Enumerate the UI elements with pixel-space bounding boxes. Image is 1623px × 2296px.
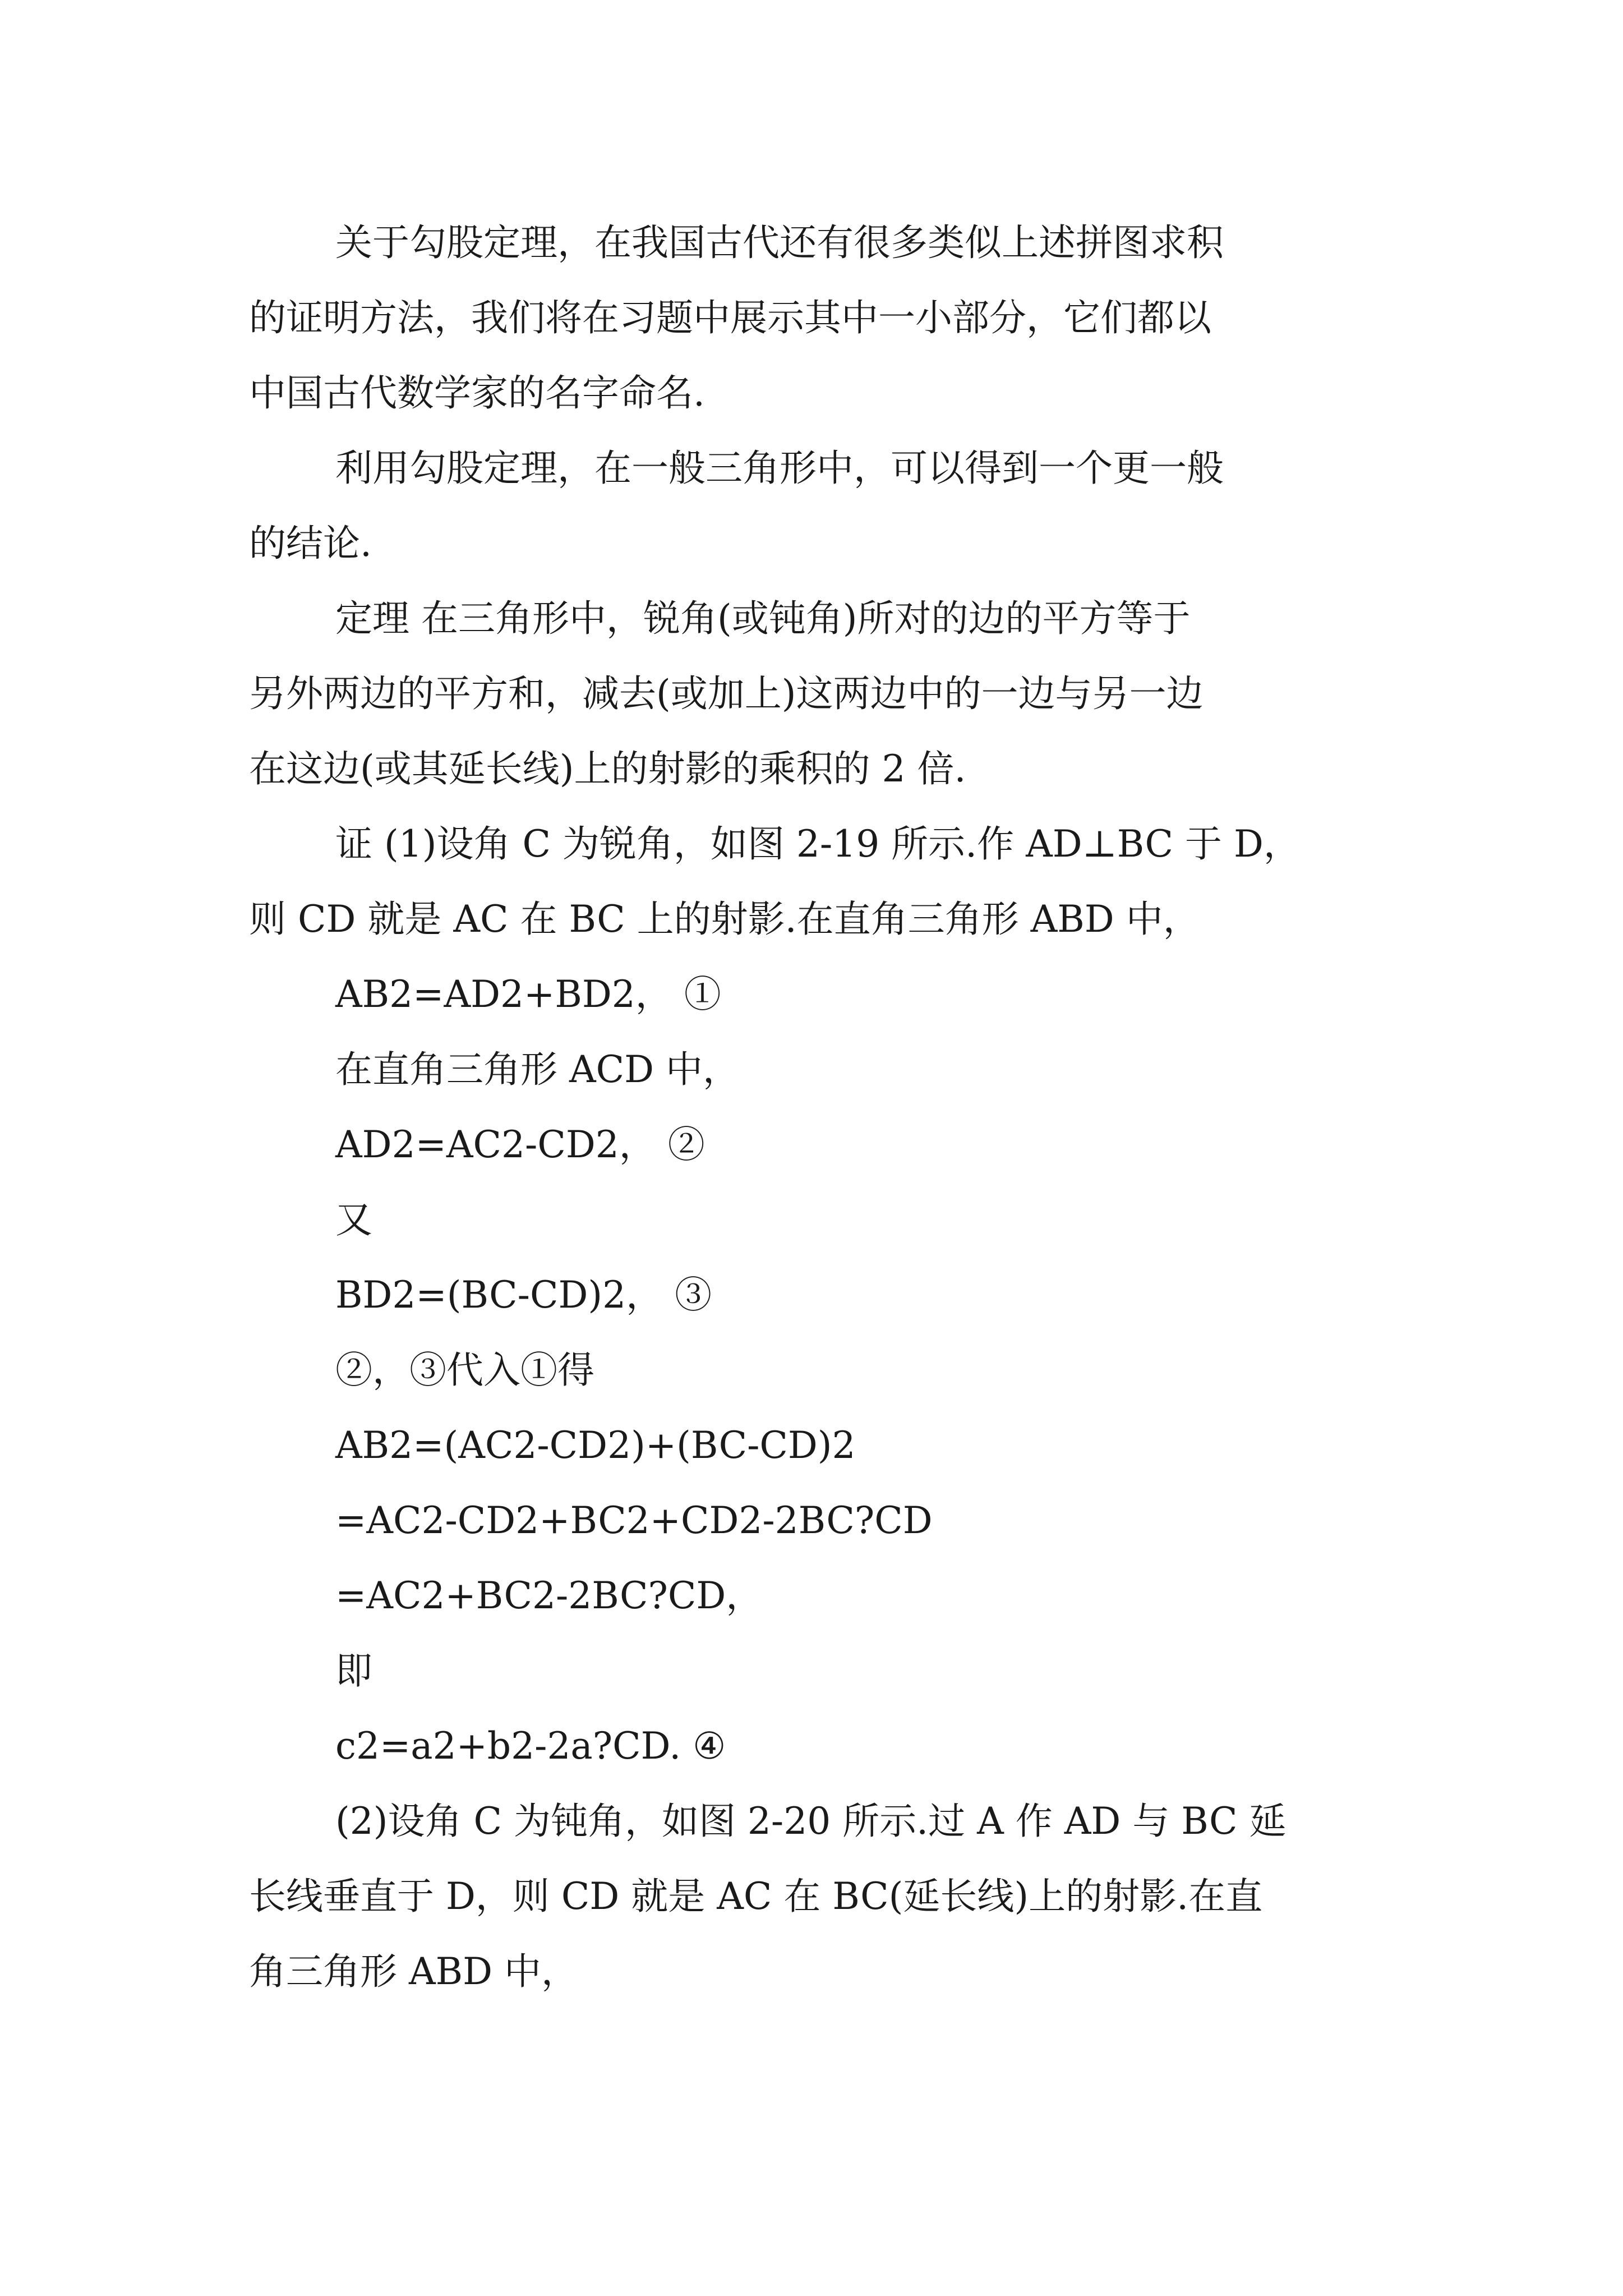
paragraph-1-line-2: 的证明方法，我们将在习题中展示其中一小部分，它们都以 — [249, 296, 1211, 339]
formula-6: ②，③代入①得 — [335, 1349, 594, 1392]
formula-9: =AC2+BC2-2BC?CD， — [335, 1574, 763, 1617]
paragraph-2-line-2: 的结论. — [249, 522, 372, 565]
proof-line-2: 则 CD 就是 AC 在 BC 上的射影.在直角三角形 ABD 中， — [249, 898, 1200, 941]
formula-3: AD2=AC2-CD2， ② — [335, 1123, 705, 1166]
paragraph-1-line-3: 中国古代数学家的名字命名. — [249, 371, 705, 415]
paragraph-2-line-1: 利用勾股定理，在一般三角形中，可以得到一个更一般 — [335, 447, 1224, 490]
theorem-line-1: 定理 在三角形中，锐角(或钝角)所对的边的平方等于 — [335, 597, 1191, 640]
formula-7: AB2=(AC2-CD2)+(BC-CD)2 — [335, 1424, 856, 1467]
formula-4: 又 — [335, 1198, 372, 1241]
paragraph-1-line-1: 关于勾股定理，在我国古代还有很多类似上述拼图求积 — [335, 221, 1224, 264]
formula-11: c2=a2+b2-2a?CD. ④ — [335, 1724, 726, 1768]
proof-case2-line-3: 角三角形 ABD 中， — [249, 1950, 579, 1993]
formula-2: 在直角三角形 ACD 中， — [335, 1048, 740, 1091]
proof-case2-line-1: (2)设角 C 为钝角，如图 2-20 所示.过 A 作 AD 与 BC 延 — [335, 1800, 1287, 1843]
formula-8: =AC2-CD2+BC2+CD2-2BC?CD — [335, 1499, 933, 1542]
formula-10: 即 — [335, 1649, 372, 1692]
proof-case2-line-2: 长线垂直于 D，则 CD 就是 AC 在 BC(延长线)上的射影.在直 — [249, 1875, 1263, 1918]
theorem-line-3: 在这边(或其延长线)上的射影的乘积的 2 倍. — [249, 747, 966, 790]
formula-1: AB2=AD2+BD2， ① — [335, 973, 721, 1016]
formula-5: BD2=(BC-CD)2， ③ — [335, 1273, 712, 1317]
proof-line-1: 证 (1)设角 C 为锐角，如图 2-19 所示.作 AD⊥BC 于 D， — [335, 822, 1301, 866]
theorem-line-2: 另外两边的平方和，减去(或加上)这两边中的一边与另一边 — [249, 672, 1204, 715]
